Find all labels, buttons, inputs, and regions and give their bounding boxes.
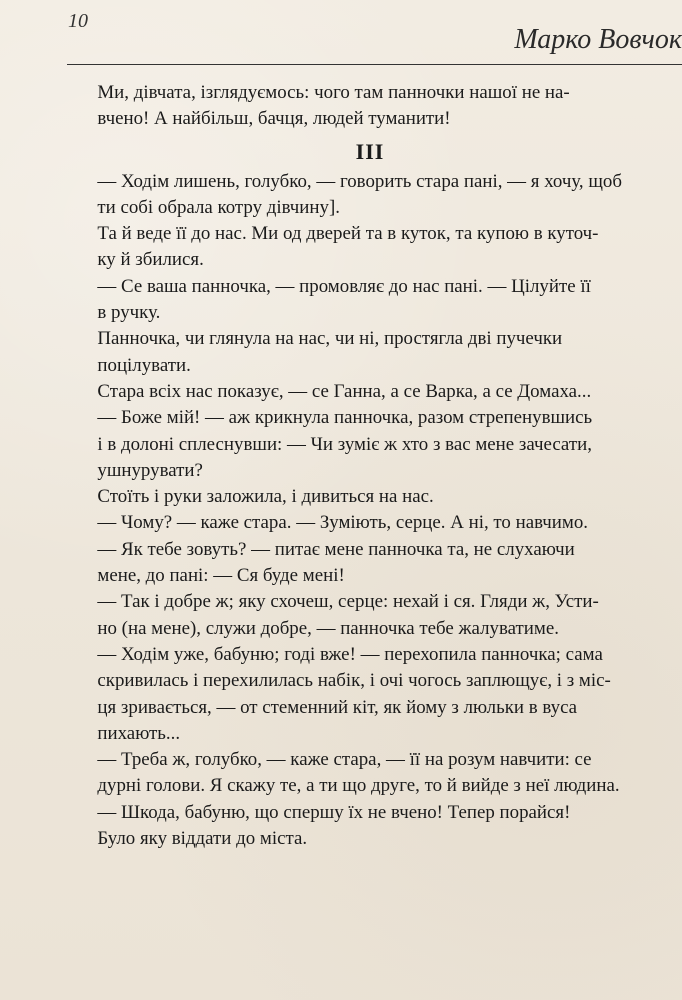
text-line: мене, до пані: — Ся буде мені! <box>97 565 345 587</box>
page-number: 10 <box>68 10 88 32</box>
text-line: Стара всіх нас показує, — се Ганна, а се Варка, а се Домаха... <box>97 380 592 402</box>
text-line: Стоїть і руки заложила, і дивиться на нас. <box>97 486 434 508</box>
text-line: і в долоні сплеснувши: — Чи зуміє ж хто з вас мене зачесати, <box>97 433 592 455</box>
paragraph <box>70 510 670 536</box>
paragraph <box>70 80 670 133</box>
text-line: — Ходім лишень, голубко, — говорить стара пані, — я хочу, щоб <box>97 170 622 192</box>
text-line: — Шкода, бабуню, що спершу їх не вчено! Тепер порайся! <box>97 801 571 823</box>
text-line: Та й веде її до нас. Ми од дверей та в куток, та купою в куточ- <box>97 223 599 245</box>
paragraph <box>70 484 670 510</box>
header-rule <box>67 64 682 65</box>
paragraph <box>70 169 670 222</box>
page-body <box>70 80 670 980</box>
paragraph <box>70 221 670 274</box>
paragraph <box>70 642 670 747</box>
text-line: пихають... <box>97 722 181 744</box>
text-line: Панночка, чи глянула на нас, чи ні, простягла дві пучечки <box>97 328 563 350</box>
paragraph <box>70 747 670 800</box>
text-line: — Се ваша панночка, — промовляє до нас пані. — Цілуйте її <box>97 275 591 297</box>
text-line: но (на мене), служи добре, — панночка тебе жалуватиме. <box>97 617 559 639</box>
text-line: — Боже мій! — аж крикнула панночка, разом стрепенувшись <box>97 407 593 429</box>
text-line: — Так і добре ж; яку схочеш, серце: нехай і ся. Гляди ж, Усти- <box>97 591 599 613</box>
paragraph <box>70 274 670 327</box>
paragraph <box>70 379 670 405</box>
text-line: — Треба ж, голубко, — каже стара, — її на розум навчити: се <box>97 749 592 771</box>
paragraph <box>70 537 670 590</box>
text-line: поцілувати. <box>97 354 191 376</box>
text-line: ця зривається, — от стеменний кіт, як йому з люльки в вуса <box>97 696 578 718</box>
text-line: ушнурувати? <box>97 459 203 481</box>
paragraph <box>70 800 670 853</box>
text-line: — Чому? — каже стара. — Зуміють, серце. А ні, то навчимо. <box>97 512 589 534</box>
text-line: скривилась і перехилилась набік, і очі чогось заплющує, і з міс- <box>97 670 611 692</box>
text-line: Ми, дівчата, ізглядуємось: чого там панночки нашої не на- <box>97 82 570 103</box>
text-line: Було яку віддати до міста. <box>97 828 308 850</box>
paragraph <box>70 405 670 484</box>
running-header-author: Марко Вовчок <box>514 24 682 55</box>
text-line: ку й збилися. <box>97 249 204 271</box>
paragraph <box>70 326 670 379</box>
text-line: дурні голови. Я скажу те, а ти що друге, то й вийде з неї людина. <box>97 775 620 797</box>
page-header <box>0 0 682 70</box>
paragraph <box>70 589 670 642</box>
text-line: — Ходім уже, бабуню; годі вже! — перехопила панночка; сама <box>97 643 603 665</box>
text-line: ти собі обрала котру дівчину]. <box>97 196 340 218</box>
text-line: в ручку. <box>97 302 161 324</box>
text-line: вчено! А найбільш, бачця, людей туманити! <box>97 108 451 130</box>
text-line: — Як тебе зовуть? — питає мене панночка та, не слухаючи <box>97 538 575 560</box>
chapter-heading: III <box>355 138 385 164</box>
